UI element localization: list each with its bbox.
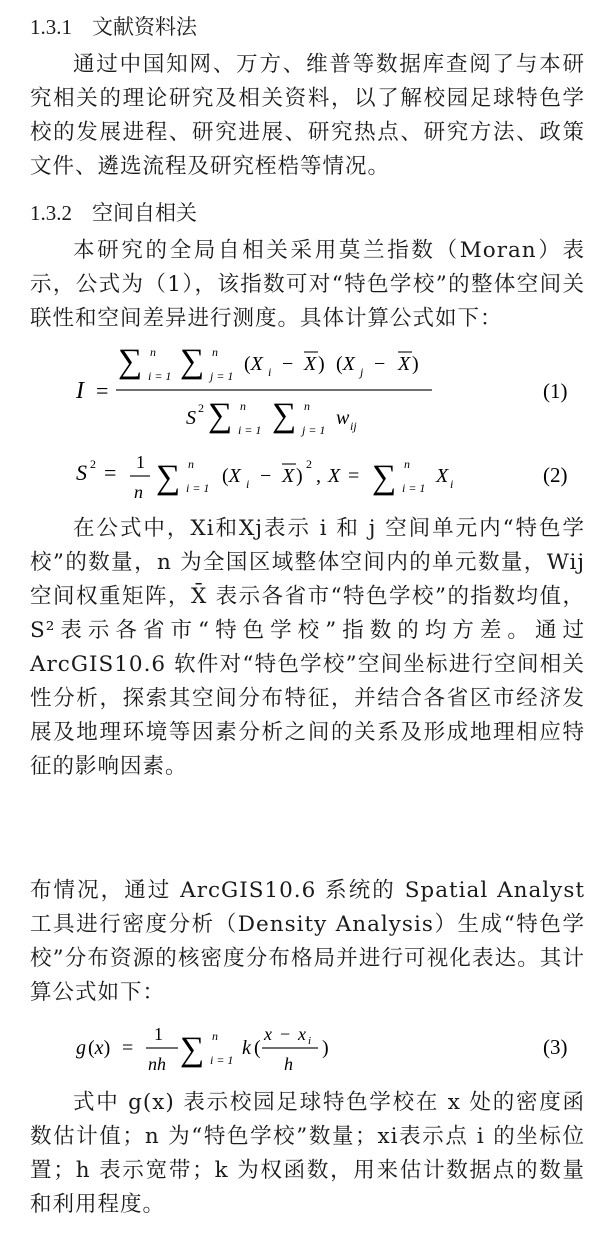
svg-text:(X: (X [244, 353, 263, 375]
svg-text:1: 1 [154, 1024, 163, 1044]
svg-text:∑: ∑ [156, 459, 181, 496]
section-heading-1-3-1 [30, 12, 197, 42]
svg-text:X: X [436, 465, 449, 487]
svg-text:−: − [282, 353, 294, 375]
svg-text:i = 1: i = 1 [238, 423, 262, 437]
eq2-number: (2) [543, 463, 568, 487]
paragraph-kernel-density-intro: 布情况，通过 ArcGIS10.6 系统的 Spatial Analyst 工具进行密度分析（Density Analysis）生成“特色学校”分布资源的核密度分布格局并进行可视化表达。其计算公式如下： [30, 878, 585, 1005]
eq1-equals: = [96, 378, 109, 403]
svg-text:n: n [304, 399, 310, 413]
svg-text:n: n [150, 345, 156, 359]
svg-text:n: n [212, 345, 218, 359]
svg-text:∑: ∑ [372, 459, 397, 496]
svg-text:n: n [404, 457, 410, 471]
svg-text:nh: nh [148, 1054, 166, 1074]
section-title: 文献资料法 [92, 15, 197, 39]
svg-text:∑: ∑ [208, 397, 233, 434]
svg-text:n: n [212, 1029, 218, 1043]
svg-text:i: i [268, 365, 272, 379]
svg-text:j = 1: j = 1 [302, 423, 326, 437]
section-number: 1.3.1 [30, 15, 72, 39]
svg-text:S: S [186, 407, 196, 429]
svg-text:i = 1: i = 1 [402, 481, 426, 495]
svg-text:n: n [188, 457, 194, 471]
svg-text:X: X [304, 353, 317, 375]
svg-text:1: 1 [136, 452, 145, 472]
svg-text:n: n [134, 482, 143, 502]
svg-text:2: 2 [90, 457, 96, 471]
svg-text:=: = [104, 460, 117, 485]
paragraph-moran-explanation: 在公式中，Xi和Xj表示 i 和 j 空间单元内“特色学校”的数量，n 为全国区域整体空间内的单元数量，Wij空间权重矩阵，X̄ 表示各省市“特色学校”的指数均值，S²表示各省市“特色学校”指数的均方差。通过ArcGIS10.6 软件对“特色学校”空间坐标进行空间相关性分析，探索其空间分布特征，并结合各省区市经济发展及地理环境等因素分析之间的关系及形成地理相应特征的影响因素。 [30, 516, 585, 779]
svg-text:): ) [296, 465, 303, 487]
svg-text:i = 1: i = 1 [148, 369, 172, 383]
svg-text:w: w [336, 407, 350, 429]
equation-1 [0, 340, 600, 440]
svg-text:g: g [76, 1037, 86, 1059]
svg-text:2: 2 [306, 457, 312, 471]
svg-text:−: − [260, 465, 272, 487]
svg-text:S: S [76, 460, 87, 485]
svg-text:j = 1: j = 1 [210, 369, 234, 383]
eq1-lhs-I: I [76, 378, 84, 404]
svg-text:=: = [122, 1037, 134, 1059]
svg-text:x: x [298, 1024, 306, 1044]
svg-text:): ) [412, 353, 419, 375]
section-number: 1.3.2 [30, 201, 72, 225]
svg-text:X: X [328, 465, 341, 487]
svg-text:): ) [322, 1037, 329, 1059]
equation-2 [0, 446, 600, 506]
section-heading-1-3-2 [30, 198, 197, 228]
svg-text:(X: (X [222, 465, 241, 487]
svg-text:−: − [374, 353, 386, 375]
svg-text:(: ( [254, 1037, 261, 1059]
svg-text:=: = [348, 465, 360, 487]
paragraph-moran-intro: 本研究的全局自相关采用莫兰指数（Moran）表示，公式为（1），该指数可对“特色学校”的整体空间关联性和空间差异进行测度。具体计算公式如下： [30, 238, 585, 331]
svg-text:ij: ij [350, 419, 357, 433]
svg-text:i: i [246, 477, 250, 491]
equation-3 [0, 1012, 600, 1082]
eq1-sum-j: ∑ [180, 343, 205, 380]
svg-text:−: − [280, 1024, 291, 1044]
svg-text:): ) [318, 353, 325, 375]
paragraph-kernel-density-explanation: 式中 g(x) 表示校园足球特色学校在 x 处的密度函数估计值；n 为“特色学校”数量；xi表示点 i 的坐标位置；h 表示宽带；k 为权函数，用来估计数据点的数量和利用程度。 [30, 1090, 585, 1217]
svg-text:,: , [316, 465, 321, 487]
svg-text:h: h [284, 1054, 293, 1074]
eq3-number: (3) [543, 1035, 568, 1059]
section-title: 空间自相关 [92, 201, 197, 225]
svg-text:k: k [242, 1037, 251, 1059]
svg-text:x: x [264, 1024, 272, 1044]
svg-text:(x): (x) [88, 1037, 111, 1059]
eq1-number: (1) [543, 379, 568, 403]
svg-text:j: j [360, 365, 364, 379]
svg-text:i: i [450, 477, 454, 491]
svg-text:X: X [282, 465, 295, 487]
eq1-sum-i: ∑ [118, 343, 143, 380]
svg-text:∑: ∑ [272, 397, 297, 434]
svg-text:X: X [398, 353, 411, 375]
paragraph-literature-method: 通过中国知网、万方、维普等数据库查阅了与本研究相关的理论研究及相关资料，以了解校园足球特色学校的发展进程、研究进展、研究热点、研究方法、政策文件、遴选流程及研究桎梏等情况。 [30, 52, 585, 179]
svg-text:∑: ∑ [180, 1031, 205, 1068]
svg-text:2: 2 [198, 401, 204, 415]
svg-text:(X: (X [336, 353, 355, 375]
svg-text:i = 1: i = 1 [186, 481, 210, 495]
svg-text:i = 1: i = 1 [210, 1053, 234, 1067]
svg-text:n: n [240, 399, 246, 413]
svg-text:i: i [308, 1035, 312, 1047]
